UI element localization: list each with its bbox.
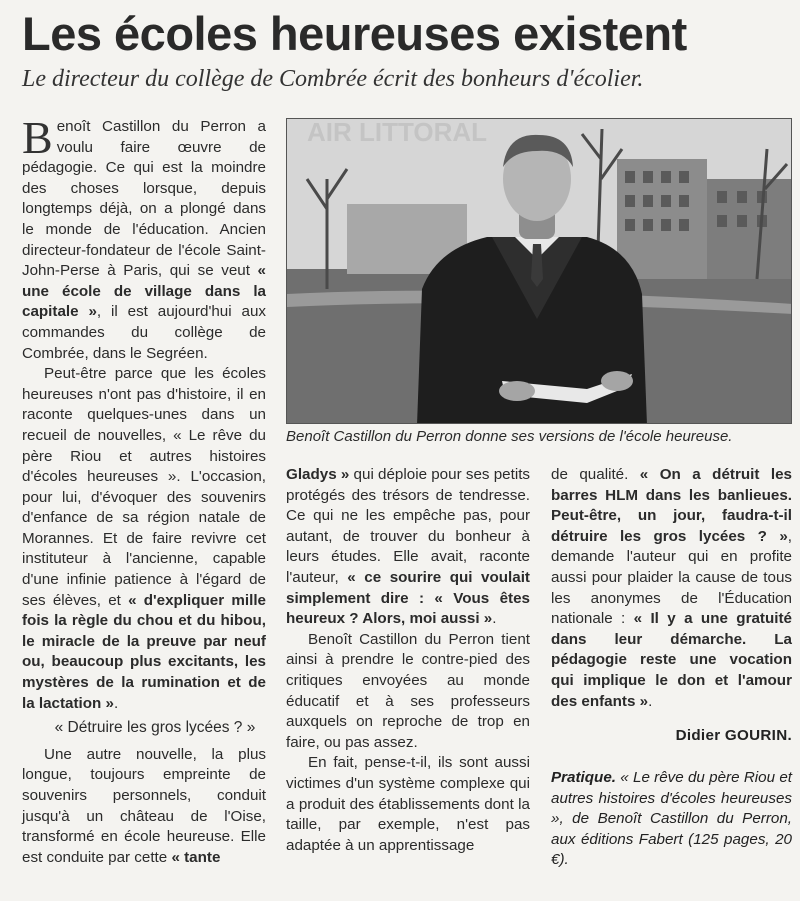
quote-gratuite: « Il y a une gratuité dans leur démarche. La pédagogie reste une vocation qui implique le don et l'amour des enfants » (551, 610, 792, 710)
article-column-1 (22, 112, 266, 868)
paragraph-4-end: . (492, 610, 497, 628)
practical-label: Pratique. (551, 769, 616, 786)
paragraph-1-end: , il est aujourd'hui aux commandes du collège de Combrée, dans le Segréen. (22, 303, 266, 362)
quote-village-school: « une école de village dans la capitale » (22, 262, 266, 321)
practical-text: « Le rêve du père Riou et autres histoires d'écoles heureuses », de Benoît Castillon du Perron, aux éditions Fabert (125 pages, 20 €). (551, 769, 792, 869)
subtitle: Le directeur du collège de Combrée écrit des bonheurs d'écolier. (22, 66, 644, 92)
quote-smile: « ce sourire qui voulait simplement dire : « Vous êtes heureux ? Alors, moi aussi » (286, 568, 530, 628)
photo-illustration (287, 119, 792, 424)
paragraph-7-mid: , demande l'auteur qui en profite aussi pour plaider la cause de tous les anonymes de l'Éducation nationale : (551, 527, 792, 628)
paragraph-4-text: qui déploie pour ses petits protégés des trésors de tendresse. Ce qui ne les empêche pas, pour autant, de trouver du bonheur à leurs études. Elle avait, raconte l'auteur, (286, 466, 531, 586)
article-column-3 (551, 465, 792, 712)
quote-explain: « d'expliquer mille fois la règle du chou et du hibou, le miracle de la preuve par neuf ou, beaucoup plus excitants, les mystères de la rumination et de la lactation » (22, 591, 266, 712)
paragraph-6: En fait, pense-t-il, ils sont aussi victimes d'un système complexe qui a produit des établissements dont la taille, par exemple, n'est pas adaptée à un apprentissage (286, 754, 530, 854)
paragraph-2 (22, 364, 266, 714)
subheading: « Détruire les gros lycées ? » (54, 719, 256, 737)
quote-hlm: « On a détruit les barres HLM dans les banlieues. Peut-être, un jour, faudra-t-il détruire les gros lycées ? » (551, 466, 792, 545)
paragraph-7-end: . (648, 692, 653, 710)
author-signature: Didier GOURIN. (675, 727, 792, 744)
paragraph-7 (551, 465, 792, 712)
paragraph-3-text: Une autre nouvelle, la plus longue, toujours empreinte de souvenirs personnels, conduit jusqu'à un château de l'Oise, transformé en école heureuse. Elle est conduite par cette (22, 745, 266, 866)
paragraph-5: Benoît Castillon du Perron tient ainsi à prendre le contre-pied des critiques envoyées au monde éducatif et à ses professeurs auxquels on reproche de trop en faire, ou pas assez. (286, 630, 530, 751)
quote-tante: « tante (171, 848, 221, 866)
paragraph-1 (22, 112, 266, 364)
photo-caption: Benoît Castillon du Perron donne ses versions de l'école heureuse. (286, 428, 733, 445)
practical-info (551, 768, 792, 871)
headline: Les écoles heureuses existent (22, 7, 687, 60)
paragraph-2-end: . (114, 694, 119, 712)
paragraph-2-text: Peut-être parce que les écoles heureuses n'ont pas d'histoire, il en raconte quelques-unes dans un recueil de nouvelles, « Le rêve du père Riou et autres histoires d'écoles heureuses ». L'occasion, pour lui, d'évoquer des souvenirs d'enfance de sa région natale de Morannes. Et de faire revivre cet instituteur à l'ancienne, capable d'une infinie patience à l'égard de ses élèves, et (22, 365, 266, 609)
paragraph-4 (286, 465, 530, 630)
paragraph-3 (22, 745, 266, 869)
paragraph-7-text: de qualité. (551, 466, 640, 483)
paragraph-1-text: enoît Castillon du Perron a voulu faire œuvre de pédagogie. Ce qui est la moindre des choses lorsque, depuis longtemps déjà, on a plongé dans le monde de l'éducation. Ancien directeur-fondateur de l'école Saint-John-Perse à Paris, qui se veut (22, 118, 266, 280)
quote-gladys: Gladys » (286, 466, 350, 483)
article-column-2 (286, 465, 530, 856)
article-photo (286, 118, 792, 424)
drop-cap: B (22, 112, 53, 163)
background-sign: AIR LITTORAL (307, 119, 488, 147)
